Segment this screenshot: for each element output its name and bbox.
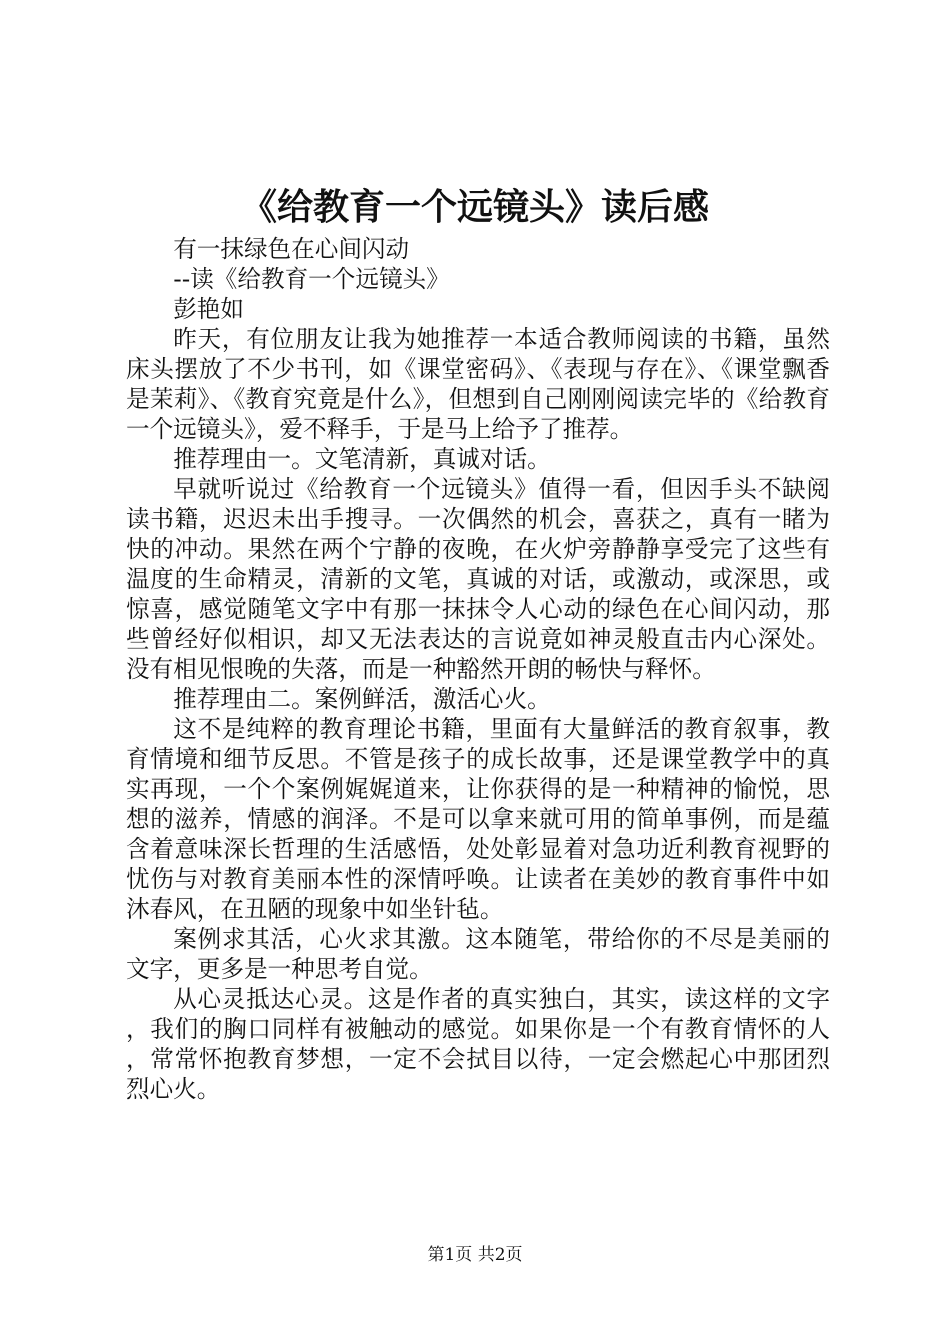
paragraph-summary: 案例求其活，心火求其激。这本随笔，带给你的不尽是美丽的文字，更多是一种思考自觉。: [126, 925, 830, 983]
reason-one-heading: 推荐理由一。文笔清新，真诚对话。: [173, 445, 551, 473]
document-body: [126, 234, 830, 1104]
author-line: 彭艳如: [173, 295, 244, 323]
paragraph-reason-two: 这不是纯粹的教育理论书籍，里面有大量鲜活的教育叙事，教育情境和细节反思。不管是孩子的成长故事，还是课堂教学中的真实再现，一个个案例娓娓道来，让你获得的是一种精神的愉悦，思想的滋养，情感的润泽。不是可以拿来就可用的简单事例，而是蕴含着意味深长哲理的生活感悟，处处彰显着对急功近利教育视野的忧伤与对教育美丽本性的深情呼唤。让读者在美妙的教育事件中如沐春风，在丑陋的现象中如坐针毡。: [126, 715, 830, 923]
paragraph-intro: 昨天，有位朋友让我为她推荐一本适合教师阅读的书籍，虽然床头摆放了不少书刊，如《课堂密码》、《表现与存在》、《课堂飘香是茉莉》、《教育究竟是什么》，但想到自己刚刚阅读完毕的《给教育一个远镜头》，爱不释手，于是马上给予了推荐。: [126, 325, 830, 443]
subtitle-line: 有一抹绿色在心间闪动: [173, 235, 410, 263]
paragraph-closing: 从心灵抵达心灵。这是作者的真实独白，其实，读这样的文字，我们的胸口同样有被触动的感觉。如果你是一个有教育情怀的人，常常怀抱教育梦想，一定不会拭目以待，一定会燃起心中那团烈烈心火。: [126, 985, 830, 1103]
document-title: 《给教育一个远镜头》读后感: [240, 186, 709, 228]
reason-two-heading: 推荐理由二。案例鲜活，激活心火。: [173, 685, 551, 713]
page-number-footer: 第1页 共2页: [427, 1245, 523, 1265]
subtitle-book-line: --读《给教育一个远镜头》: [173, 265, 450, 293]
paragraph-reason-one: 早就听说过《给教育一个远镜头》值得一看，但因手头不缺阅读书籍，迟迟未出手搜寻。一次偶然的机会，喜获之，真有一睹为快的冲动。果然在两个宁静的夜晚，在火炉旁静静享受完了这些有温度的生命精灵，清新的文笔，真诚的对话，或激动，或深思，或惊喜，感觉随笔文字中有那一抹抹令人心动的绿色在心间闪动，那些曾经好似相识，却又无法表达的言说竟如神灵般直击内心深处。没有相见恨晚的失落，而是一种豁然开朗的畅快与释怀。: [126, 475, 830, 683]
